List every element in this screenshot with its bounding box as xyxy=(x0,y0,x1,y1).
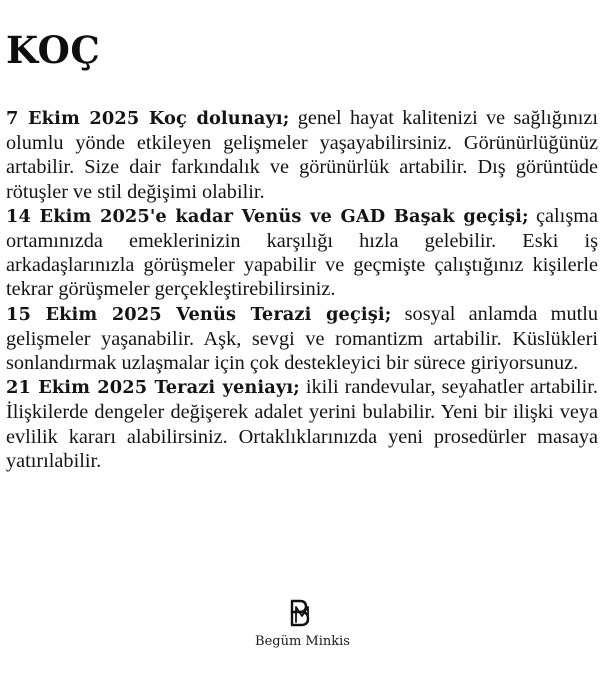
paragraph-heading: 15 Ekim 2025 Venüs Terazi geçişi; xyxy=(6,303,392,325)
page-title: KOÇ xyxy=(6,28,101,72)
paragraph-venus-virgo xyxy=(6,204,598,302)
paragraph-body: sosyal anlamda mutlu gelişmeler yaşanabilir. Aşk, sevgi ve romantizm artabilir. Küslükleri sonlandırmak uzlaşmalar için çok destekleyici bir sürece giriyorsunuz. xyxy=(6,302,599,375)
paragraph-full-moon xyxy=(6,106,598,204)
paragraph-body: genel hayat kalitenizi ve sağlığınızı olumlu yönde etkileyen gelişmeler yaşayabilirsiniz. Görünürlüğünüz artabilir. Size dair farkındalık ve görünürlük artabilir. Dış görüntüde rötuşler ve stil değişimi olabilir. xyxy=(6,107,598,203)
paragraph-heading: 21 Ekim 2025 Terazi yeniayı; xyxy=(6,377,300,399)
bm-monogram-logo-icon xyxy=(286,598,316,628)
paragraph-heading: 14 Ekim 2025'e kadar Venüs ve GAD Başak geçişi; xyxy=(6,205,529,227)
paragraph-body: ikili randevular, seyahatler artabilir. İlişkilerde dengeler değişerek adalet yerini bulabilir. Yeni bir ilişki veya evlilik kararı alabilirsiniz. Ortaklıklarınızda yeni prosedürler masaya yatırılabilir. xyxy=(6,376,599,472)
paragraph-venus-libra xyxy=(6,302,598,376)
horoscope-text xyxy=(6,106,598,473)
paragraph-new-moon xyxy=(6,375,598,473)
paragraph-body: çalışma ortamınızda emeklerinizin karşılığı hızla gelebilir. Eski iş arkadaşlarınızla görüşmeler yapabilir ve geçmişte çalıştığınız kişilerle tekrar görüşmeler gerçekleştirebilirsiniz. xyxy=(6,204,598,301)
paragraph-heading: 7 Ekim 2025 Koç dolunayı; xyxy=(6,108,290,129)
author-signature: Begüm Minkis xyxy=(255,634,350,649)
